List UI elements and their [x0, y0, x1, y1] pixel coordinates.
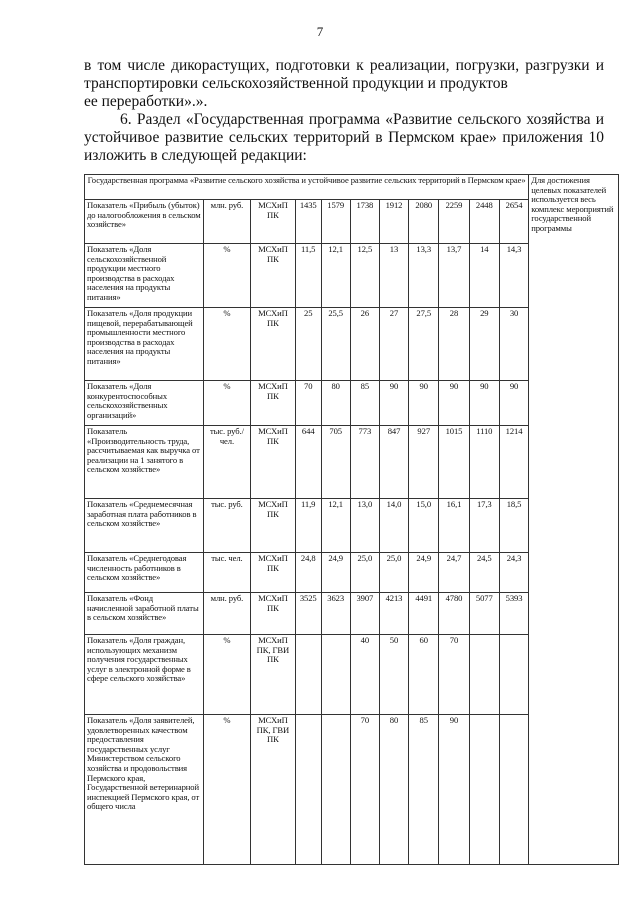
value-cell: 705 [321, 426, 350, 499]
paragraph-continuation-text: в том числе дикорастущих, подготовки к реализации, погрузки, разгрузки и транспортировки сельскохозяйственной продукции и продуктов [84, 57, 604, 92]
value-cell [295, 715, 321, 865]
value-cell [321, 715, 350, 865]
value-cell: 14,3 [499, 244, 528, 308]
value-cell: 24,8 [295, 553, 321, 593]
responsible-cell: МСХиП ПК [250, 244, 295, 308]
value-cell: 13 [379, 244, 408, 308]
value-cell: 5393 [499, 593, 528, 635]
value-cell: 90 [439, 715, 469, 865]
indicator-name: Показатель «Доля конкурентоспособных сельскохозяйственных организаций» [85, 381, 204, 426]
value-cell: 27 [379, 308, 408, 381]
value-cell: 24,9 [409, 553, 439, 593]
program-table [84, 174, 619, 865]
value-cell: 70 [350, 715, 379, 865]
indicator-name: Показатель «Среднегодовая численность работников в сельском хозяйстве» [85, 553, 204, 593]
value-cell: 24,9 [321, 553, 350, 593]
unit-cell: млн. руб. [203, 593, 250, 635]
indicator-name: Показатель «Среднемесячная заработная плата работников в сельском хозяйстве» [85, 499, 204, 553]
program-note: Для достижения целевых показателей используется весь комплекс мероприятий государственной программы [529, 175, 619, 865]
responsible-cell: МСХиП ПК, ГВИ ПК [250, 635, 295, 715]
value-cell: 90 [469, 381, 499, 426]
responsible-cell: МСХиП ПК [250, 499, 295, 553]
value-cell: 4780 [439, 593, 469, 635]
unit-cell: % [203, 715, 250, 865]
responsible-cell: МСХиП ПК [250, 381, 295, 426]
program-header: Государственная программа «Развитие сельского хозяйства и устойчивое развитие сельских территорий в Пермском крае» [85, 175, 529, 200]
value-cell: 70 [439, 635, 469, 715]
value-cell: 90 [379, 381, 408, 426]
value-cell: 29 [469, 308, 499, 381]
value-cell: 3525 [295, 593, 321, 635]
value-cell: 25,0 [379, 553, 408, 593]
responsible-cell: МСХиП ПК [250, 553, 295, 593]
value-cell: 847 [379, 426, 408, 499]
value-cell: 927 [409, 426, 439, 499]
value-cell: 2654 [499, 200, 528, 244]
value-cell: 90 [439, 381, 469, 426]
value-cell: 3623 [321, 593, 350, 635]
value-cell: 90 [409, 381, 439, 426]
value-cell: 1110 [469, 426, 499, 499]
value-cell: 773 [350, 426, 379, 499]
value-cell: 25 [295, 308, 321, 381]
indicator-name: Показатель «Доля продукции пищевой, перерабатывающей промышленности местного производства в расходах населения на продукты питания» [85, 308, 204, 381]
indicator-name: Показатель «Производительность труда, рассчитываемая как выручка от реализации на 1 занятого в сельском хозяйстве» [85, 426, 204, 499]
value-cell: 60 [409, 635, 439, 715]
value-cell: 1579 [321, 200, 350, 244]
value-cell: 13,3 [409, 244, 439, 308]
value-cell: 28 [439, 308, 469, 381]
value-cell: 24,5 [469, 553, 499, 593]
value-cell: 14 [469, 244, 499, 308]
indicator-name: Показатель «Доля заявителей, удовлетворенных качеством предоставления государственных услуг Министерством сельского хозяйства и продовольствия Пермского края, Государственной ветеринарной инспекцией Пермского края, от общего числа [85, 715, 204, 865]
value-cell: 2080 [409, 200, 439, 244]
value-cell: 90 [499, 381, 528, 426]
unit-cell: тыс. чел. [203, 553, 250, 593]
value-cell: 24,3 [499, 553, 528, 593]
value-cell [469, 715, 499, 865]
value-cell: 15,0 [409, 499, 439, 553]
value-cell: 40 [350, 635, 379, 715]
value-cell: 2259 [439, 200, 469, 244]
value-cell: 14,0 [379, 499, 408, 553]
unit-cell: % [203, 381, 250, 426]
value-cell: 13,7 [439, 244, 469, 308]
value-cell: 30 [499, 308, 528, 381]
value-cell: 12,1 [321, 499, 350, 553]
value-cell: 85 [409, 715, 439, 865]
value-cell [469, 635, 499, 715]
unit-cell: млн. руб. [203, 200, 250, 244]
value-cell: 12,1 [321, 244, 350, 308]
value-cell: 5077 [469, 593, 499, 635]
value-cell: 17,3 [469, 499, 499, 553]
paragraph-continuation [84, 57, 604, 111]
value-cell: 25,0 [350, 553, 379, 593]
responsible-cell: МСХиП ПК [250, 426, 295, 499]
value-cell: 50 [379, 635, 408, 715]
value-cell [321, 635, 350, 715]
value-cell: 1435 [295, 200, 321, 244]
unit-cell: тыс. руб./чел. [203, 426, 250, 499]
indicator-name: Показатель «Доля сельскохозяйственной продукции местного производства в расходах населения на продукты питания» [85, 244, 204, 308]
unit-cell: тыс. руб. [203, 499, 250, 553]
indicator-name: Показатель «Прибыль (убыток) до налогообложения в сельском хозяйстве» [85, 200, 204, 244]
responsible-cell: МСХиП ПК, ГВИ ПК [250, 715, 295, 865]
responsible-cell: МСХиП ПК [250, 308, 295, 381]
value-cell: 4213 [379, 593, 408, 635]
value-cell: 80 [321, 381, 350, 426]
section-6-paragraph: 6. Раздел «Государственная программа «Развитие сельского хозяйства и устойчивое развитие сельских территорий в Пермском крае» приложения 10 изложить в следующей редакции: [84, 111, 604, 164]
value-cell: 1738 [350, 200, 379, 244]
value-cell: 11,5 [295, 244, 321, 308]
unit-cell: % [203, 635, 250, 715]
value-cell: 24,7 [439, 553, 469, 593]
responsible-cell: МСХиП ПК [250, 200, 295, 244]
value-cell: 11,9 [295, 499, 321, 553]
value-cell: 18,5 [499, 499, 528, 553]
value-cell [499, 715, 528, 865]
indicator-name: Показатель «Доля граждан, использующих механизм получения государственных услуг в электронной форме в сфере сельского хозяйства» [85, 635, 204, 715]
unit-cell: % [203, 244, 250, 308]
value-cell: 12,5 [350, 244, 379, 308]
value-cell [499, 635, 528, 715]
value-cell: 26 [350, 308, 379, 381]
value-cell: 80 [379, 715, 408, 865]
value-cell: 25,5 [321, 308, 350, 381]
value-cell: 4491 [409, 593, 439, 635]
page-number: 7 [316, 24, 324, 39]
value-cell: 70 [295, 381, 321, 426]
indicator-name: Показатель «Фонд начисленной заработной платы в сельском хозяйстве» [85, 593, 204, 635]
value-cell: 16,1 [439, 499, 469, 553]
unit-cell: % [203, 308, 250, 381]
value-cell: 85 [350, 381, 379, 426]
value-cell: 13,0 [350, 499, 379, 553]
value-cell: 1912 [379, 200, 408, 244]
value-cell: 2448 [469, 200, 499, 244]
value-cell: 1015 [439, 426, 469, 499]
value-cell: 3907 [350, 593, 379, 635]
responsible-cell: МСХиП ПК [250, 593, 295, 635]
value-cell: 27,5 [409, 308, 439, 381]
paragraph-continuation-end: ее переработки».». [84, 93, 208, 110]
value-cell [295, 635, 321, 715]
value-cell: 644 [295, 426, 321, 499]
value-cell: 1214 [499, 426, 528, 499]
